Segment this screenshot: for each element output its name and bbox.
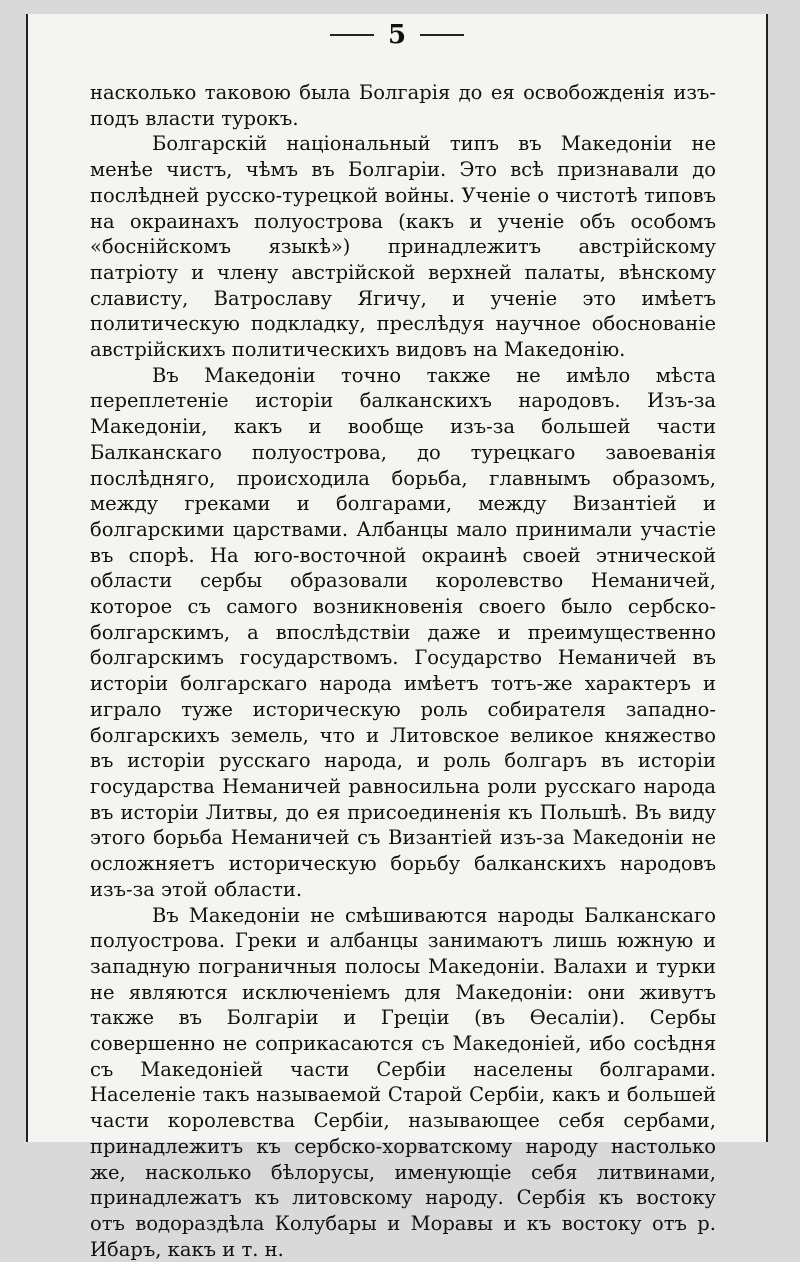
paragraph-1: насколько таковою была Болгарія до ея освобожденія изъ-подъ власти турокъ. — [90, 80, 716, 131]
page-number: 5 — [388, 20, 406, 50]
paragraph-2: Болгарскій національный типъ въ Македоніи не менѣе чистъ, чѣмъ въ Болгаріи. Это всѣ признавали до послѣдней русско-турецкой войны. Ученіе о чистотѣ типовъ на окраинахъ полуострова (какъ и ученіе объ особомъ «боснійскомъ языкѣ») принадлежитъ австрійскому патріоту и члену австрійской верхней палаты, вѣнскому слависту, Ватрославу Ягичу, и ученіе это имѣетъ политическую подкладку, преслѣдуя научное обоснованіе австрійскихъ политическихъ видовъ на Македонію. — [90, 131, 716, 362]
paragraph-3: Въ Македоніи точно также не имѣло мѣста переплетеніе исторіи балканскихъ народовъ. Изъ-за Македоніи, какъ и вообще изъ-за большей части Балканскаго полуострова, до турецкаго завоеванія послѣдняго, происходила борьба, главнымъ образомъ, между греками и болгарами, между Византіей и болгарскими царствами. Албанцы мало принимали участіе въ спорѣ. На юго-восточной окраинѣ своей этнической области сербы образовали королевство Неманичей, которое съ самого возникновенія своего было сербско-болгарскимъ, а впослѣдствіи даже и преимущественно болгарскимъ государствомъ. Государство Неманичей въ исторіи болгарскаго народа имѣетъ тотъ-же характеръ и играло туже историческую роль собирателя западно-болгарскихъ земель, что и Литовское великое княжество въ исторіи русскаго народа, и роль болгаръ въ исторіи государства Неманичей равносильна роли русскаго народа въ исторіи Литвы, до ея присоединенія къ Польшѣ. Въ виду этого борьба Неманичей съ Византіей изъ-за Македоніи не осложняетъ историческую борьбу балканскихъ народовъ изъ-за этой области. — [90, 363, 716, 903]
document-page — [26, 14, 768, 1142]
header-rule-left — [330, 34, 374, 36]
page-header — [28, 20, 766, 50]
paragraph-4: Въ Македоніи не смѣшиваются народы Балканскаго полуострова. Греки и албанцы занимаютъ лишь южную и западную пограничныя полосы Македоніи. Валахи и турки не являются исключеніемъ для Македоніи: они живутъ также въ Болгаріи и Греціи (въ Ѳесаліи). Сербы совершенно не соприкасаются съ Македоніей, ибо сосѣдня съ Македоніей части Сербіи населены болгарами. Населеніе такъ называемой Старой Сербіи, какъ и большей части королевства Сербіи, называющее себя сербами, принадлежитъ къ сербско-хорватскому народу настолько же, насколько бѣлорусы, именующіе себя литвинами, принадлежатъ къ литовскому народу. Сербія къ востоку отъ водораздѣла Колубары и Моравы и къ востоку отъ р. Ибаръ, какъ и т. н. — [90, 903, 716, 1262]
body-text — [90, 80, 716, 1262]
header-rule-right — [420, 34, 464, 36]
